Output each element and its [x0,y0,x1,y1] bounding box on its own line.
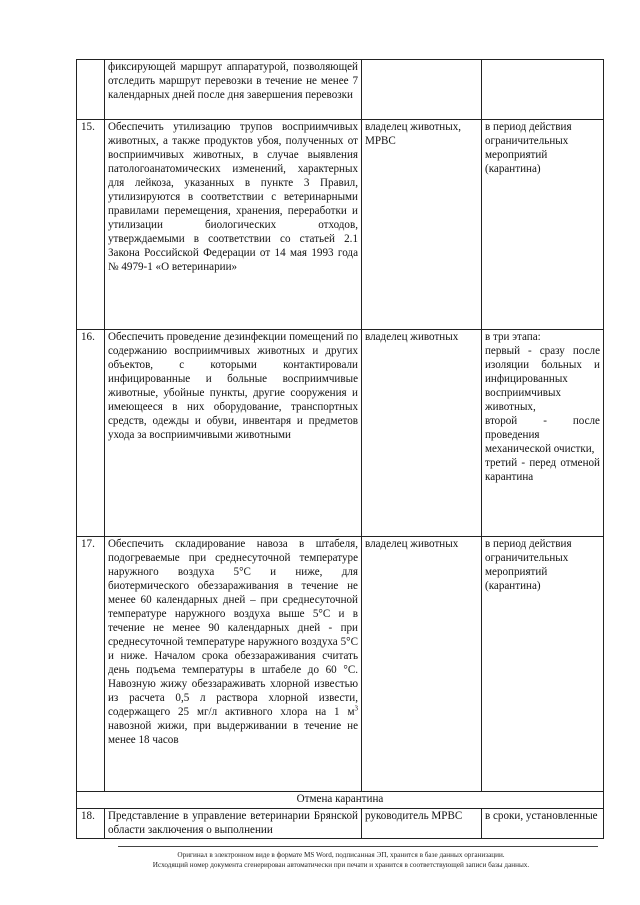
row-responsible: владелец животных, МРВС [362,120,482,330]
row-action: Представление в управление ветеринарии Брянской области заключения о выполнении [105,809,362,839]
table-row [77,809,604,839]
table-row [77,537,604,792]
section-title: Отмена карантина [77,792,604,809]
footer-divider [118,846,598,847]
row-term: в сроки, установленные [482,809,604,839]
row-responsible: владелец животных [362,537,482,792]
row-term [482,60,604,120]
measures-table [76,59,604,839]
table-row [77,60,604,120]
row-action: Обеспечить утилизацию трупов восприимчивых животных, а также продуктов убоя, полученных от восприимчивых животных, в случае выявления патологоанатомических изменений, характерных для лейкоза, указанных в пункте 3 Правил, утилизируются в соответствии с ветеринарными правилами перемещения, хранения, переработки и утилизации биологических отходов, утверждаемыми в соответствии со статьей 2.1 Закона Российской Федерации от 14 мая 1993 года № 4979-1 «О ветеринарии» [105,120,362,330]
row-number: 16. [77,330,105,537]
row-responsible: руководитель МРВС [362,809,482,839]
row-action: фиксирующей маршрут аппаратурой, позволяющей отследить маршрут перевозки в течение не менее 7 календарных дней после дня завершения перевозки [105,60,362,120]
row-number [77,60,105,120]
row-number: 15. [77,120,105,330]
row-number: 18. [77,809,105,839]
action-text-b: навозной жижи, при выдерживании в течение не менее 18 часов [108,720,358,746]
term-stage-first: первый - сразу после изоляции больных и инфицированных восприимчивых животных, [485,345,600,413]
row-action: Обеспечить проведение дезинфекции помещений по содержанию восприимчивых животных и других объектов, с которыми контактировали инфицированные и больные восприимчивые животные, убойные пункты, другие сооружения и имеющееся в них оборудование, транспортных средств, одежды и обуви, инвентаря и предметов ухода за восприимчивыми животными [105,330,362,537]
row-term: в период действия ограничительных мероприятий (карантина) [482,120,604,330]
table-row [77,120,604,330]
row-number: 17. [77,537,105,792]
term-intro: в три этапа: [485,331,541,343]
row-term [482,330,604,537]
row-term: в период действия ограничительных мероприятий (карантина) [482,537,604,792]
row-responsible [362,60,482,120]
footer-note-original: Оригинал в электронном виде в формате MS Word, подписанная ЭП, хранится в базе данных организации. [177,851,505,859]
cubic-superscript: 3 [354,704,358,713]
action-text-a: Обеспечить складирование навоза в штабеля, подогреваемые при среднесуточной температуре наружного воздуха 5°С и ниже, для биотермического обеззараживания в течение не менее 60 календарных дней – при среднесуточной температуре наружного воздуха выше 5°С и в течение не менее 90 календарных дней - при среднесуточной температуре наружного воздуха 5°С и ниже. Началом срока обеззараживания считать день подъема температуры в штабеле до 60 °С. Навозную жижу обеззараживать хлорной известью из расчета 0,5 л раствора хлорной извести, содержащего 25 мг/л активного хлора на 1 м [108,538,358,718]
term-stage-third: третий - перед отменой карантина [485,457,600,483]
term-stage-second: второй - после проведения механической очистки, [485,415,600,455]
table-row [77,330,604,537]
row-responsible: владелец животных [362,330,482,537]
footer-note-number: Исходящий номер документа сгенерирован автоматически при печати и хранится в соответствующей записи базы данных. [152,861,530,869]
section-header-row [77,792,604,809]
row-action [105,537,362,792]
